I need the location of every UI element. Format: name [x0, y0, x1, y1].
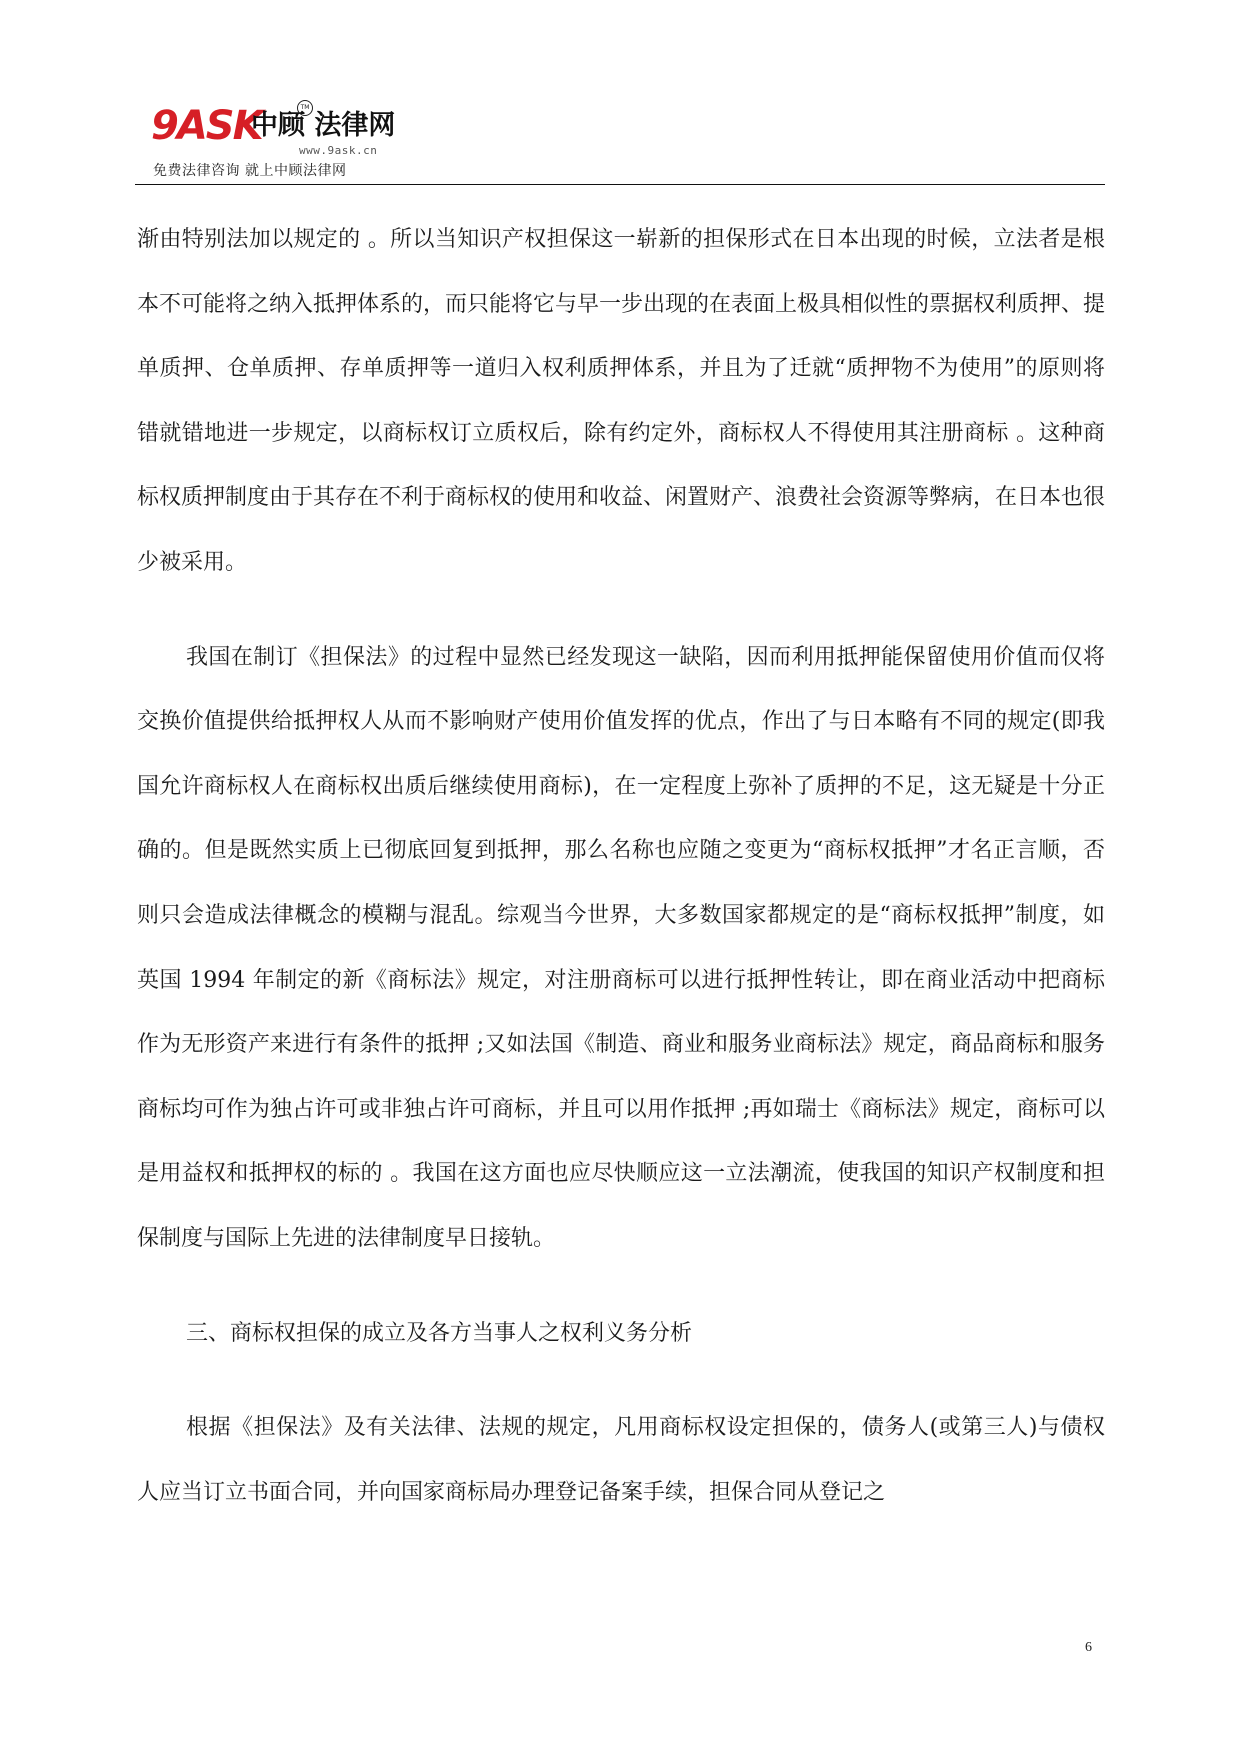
- logo-url: www.9ask.cn: [299, 144, 378, 157]
- paragraph-gap: [137, 596, 1105, 626]
- page-header: [135, 92, 1105, 186]
- logo-mark: 9ASK: [151, 103, 262, 149]
- page-number: 6: [1085, 1640, 1092, 1655]
- paragraph-2: 我国在制订《担保法》的过程中显然已经发现这一缺陷，因而利用抵押能保留使用价值而仅将交换价值提供给抵押权人从而不影响财产使用价值发挥的优点，作出了与日本略有不同的规定(即我国允许商标权人在商标权出质后继续使用商标)，在一定程度上弥补了质押的不足，这无疑是十分正确的。但是既然实质上已彻底回复到抵押，那么名称也应随之变更为“商标权抵押”才名正言顺，否则只会造成法律概念的模糊与混乱。综观当今世界，大多数国家都规定的是“商标权抵押”制度，如英国 1994 年制定的新《商标法》规定，对注册商标可以进行抵押性转让，即在商业活动中把商标作为无形资产来进行有条件的抵押 ;又如法国《制造、商业和服务业商标法》规定，商品商标和服务商标均可作为独占许可或非独占许可商标，并且可以用作抵押 ;再如瑞士《商标法》规定，商标可以是用益权和抵押权的标的 。我国在这方面也应尽快顺应这一立法潮流，使我国的知识产权制度和担保制度与国际上先进的法律制度早日接轨。: [137, 644, 1105, 1251]
- paragraph-1: 渐由特别法加以规定的 。所以当知识产权担保这一崭新的担保形式在日本出现的时候，立法者是根本不可能将之纳入抵押体系的，而只能将它与早一步出现的在表面上极具相似性的票据权利质押、提单质押、仓单质押、存单质押等一道归入权利质押体系，并且为了迁就“质押物不为使用”的原则将错就错地进一步规定，以商标权订立质权后，除有约定外，商标权人不得使用其注册商标 。这种商标权质押制度由于其存在不利于商标权的使用和收益、闲置财产、浪费社会资源等弊病，在日本也很少被采用。: [137, 227, 1106, 575]
- paragraph-gap: [137, 1366, 1105, 1396]
- header-divider: [135, 184, 1105, 185]
- section-heading: 三、商标权担保的成立及各方当事人之权利义务分析: [186, 1320, 693, 1346]
- logo-chinese-name: 中顾 法律网: [251, 110, 396, 141]
- paragraph-3: 根据《担保法》及有关法律、法规的规定，凡用商标权设定担保的，债务人(或第三人)与债权人应当订立书面合同，并向国家商标局办理登记备案手续，担保合同从登记之: [137, 1415, 1105, 1505]
- document-body: [137, 208, 1105, 1525]
- trademark-icon: TM: [297, 100, 313, 116]
- site-logo[interactable]: [151, 100, 411, 186]
- paragraph-gap: [137, 1272, 1105, 1302]
- logo-slogan: 免费法律咨询 就上中顾法律网: [153, 163, 347, 179]
